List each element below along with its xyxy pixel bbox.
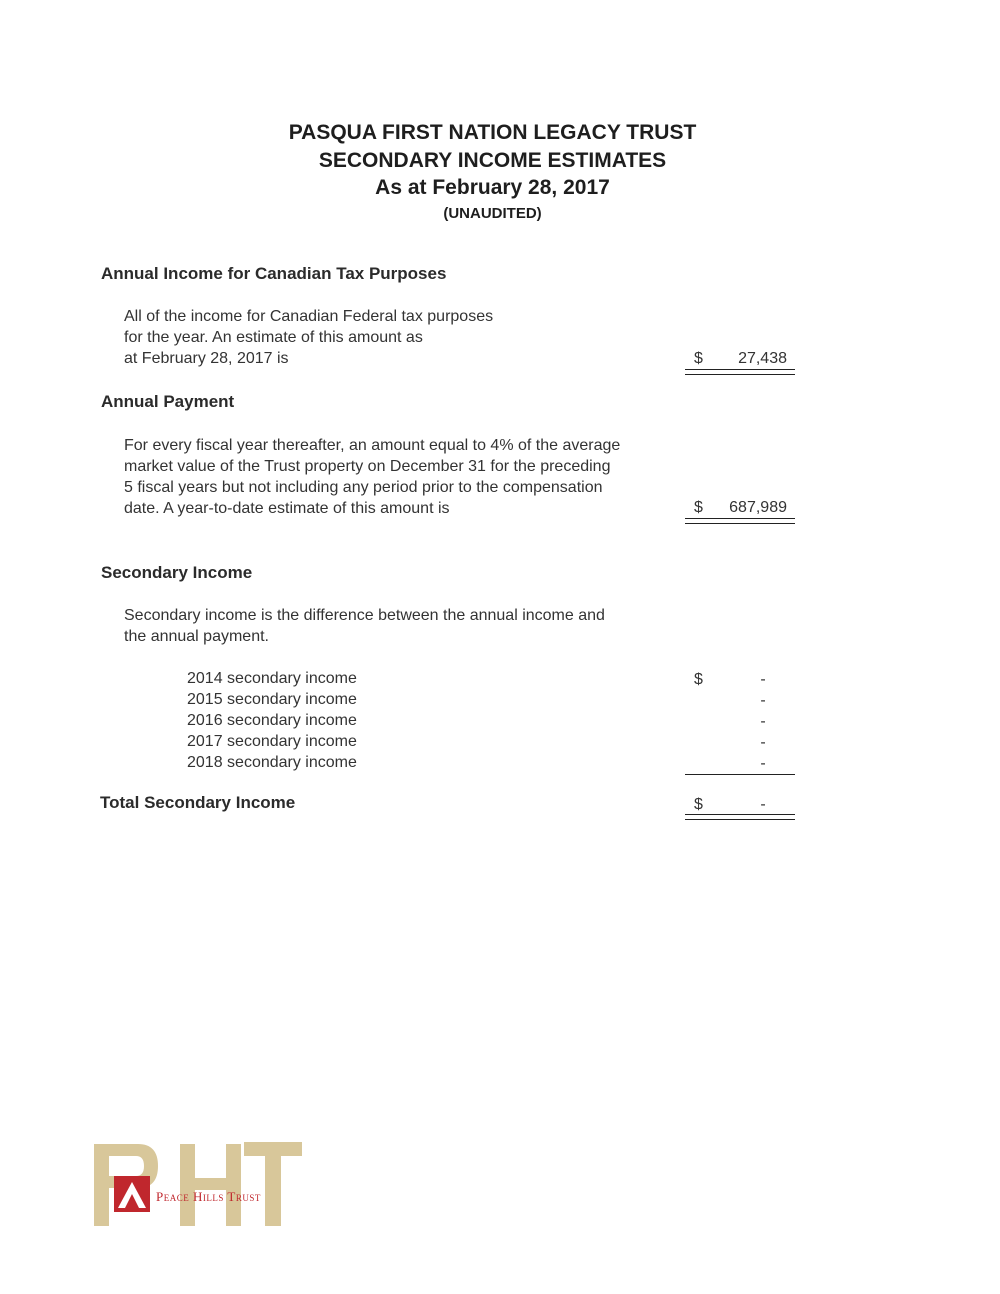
total-double-underline [685,814,795,820]
annual-payment-text-line: 5 fiscal years but not including any period prior to the compensation [124,479,603,496]
document-subtitle: SECONDARY INCOME ESTIMATES [318,149,667,172]
secondary-income-item-label: 2017 secondary income [187,733,357,750]
total-value: - [760,796,766,813]
secondary-income-item-value: - [760,692,766,709]
annual-income-text-line: All of the income for Canadian Federal tax purposes [124,308,494,325]
secondary-income-items [187,668,357,773]
annual-income-heading: Annual Income for Canadian Tax Purposes [101,264,447,283]
document-title: PASQUA FIRST NATION LEGACY TRUST [288,121,697,144]
annual-payment-amount: 687,989 [729,499,787,516]
secondary-income-heading: Secondary Income [101,563,253,582]
annual-income-text-line: for the year. An estimate of this amount as [124,329,423,346]
document-date: As at February 28, 2017 [375,176,610,199]
secondary-income-item-label: 2015 secondary income [187,691,357,708]
annual-payment-currency: $ [694,499,703,516]
annual-payment-description [124,435,620,519]
total-secondary-income-heading: Total Secondary Income [100,793,296,812]
annual-income-amount: 27,438 [738,350,787,367]
secondary-income-description [124,605,605,647]
total-currency: $ [694,796,703,813]
annual-payment-text-line: For every fiscal year thereafter, an amount equal to 4% of the average [124,437,621,454]
annual-payment-double-underline [685,518,795,524]
pht-logo-graphic [94,1140,304,1228]
logo-wordmark: Peace Hills Trust [156,1189,261,1204]
secondary-income-item-value: - [760,713,766,730]
peace-hills-trust-logo [94,1140,304,1228]
secondary-income-item-label: 2014 secondary income [187,670,357,687]
secondary-income-item-value: - [760,734,766,751]
annual-income-description [124,306,493,369]
secondary-income-item-value: - [760,671,766,688]
annual-income-currency: $ [694,350,703,367]
annual-payment-heading: Annual Payment [101,392,235,411]
unaudited-label: (UNAUDITED) [443,205,542,222]
secondary-income-currency: $ [694,671,703,688]
secondary-income-item-label: 2016 secondary income [187,712,357,729]
annual-income-double-underline [685,369,795,375]
secondary-income-item-value: - [760,755,766,772]
annual-payment-text-line: date. A year-to-date estimate of this amount is [124,500,450,517]
annual-payment-text-line: market value of the Trust property on December 31 for the preceding [124,458,611,475]
secondary-income-text-line: the annual payment. [124,628,269,645]
secondary-income-item-label: 2018 secondary income [187,754,357,771]
annual-income-text-line: at February 28, 2017 is [124,350,289,367]
subtotal-underline [685,774,795,775]
secondary-income-text-line: Secondary income is the difference between the annual income and [124,607,605,624]
